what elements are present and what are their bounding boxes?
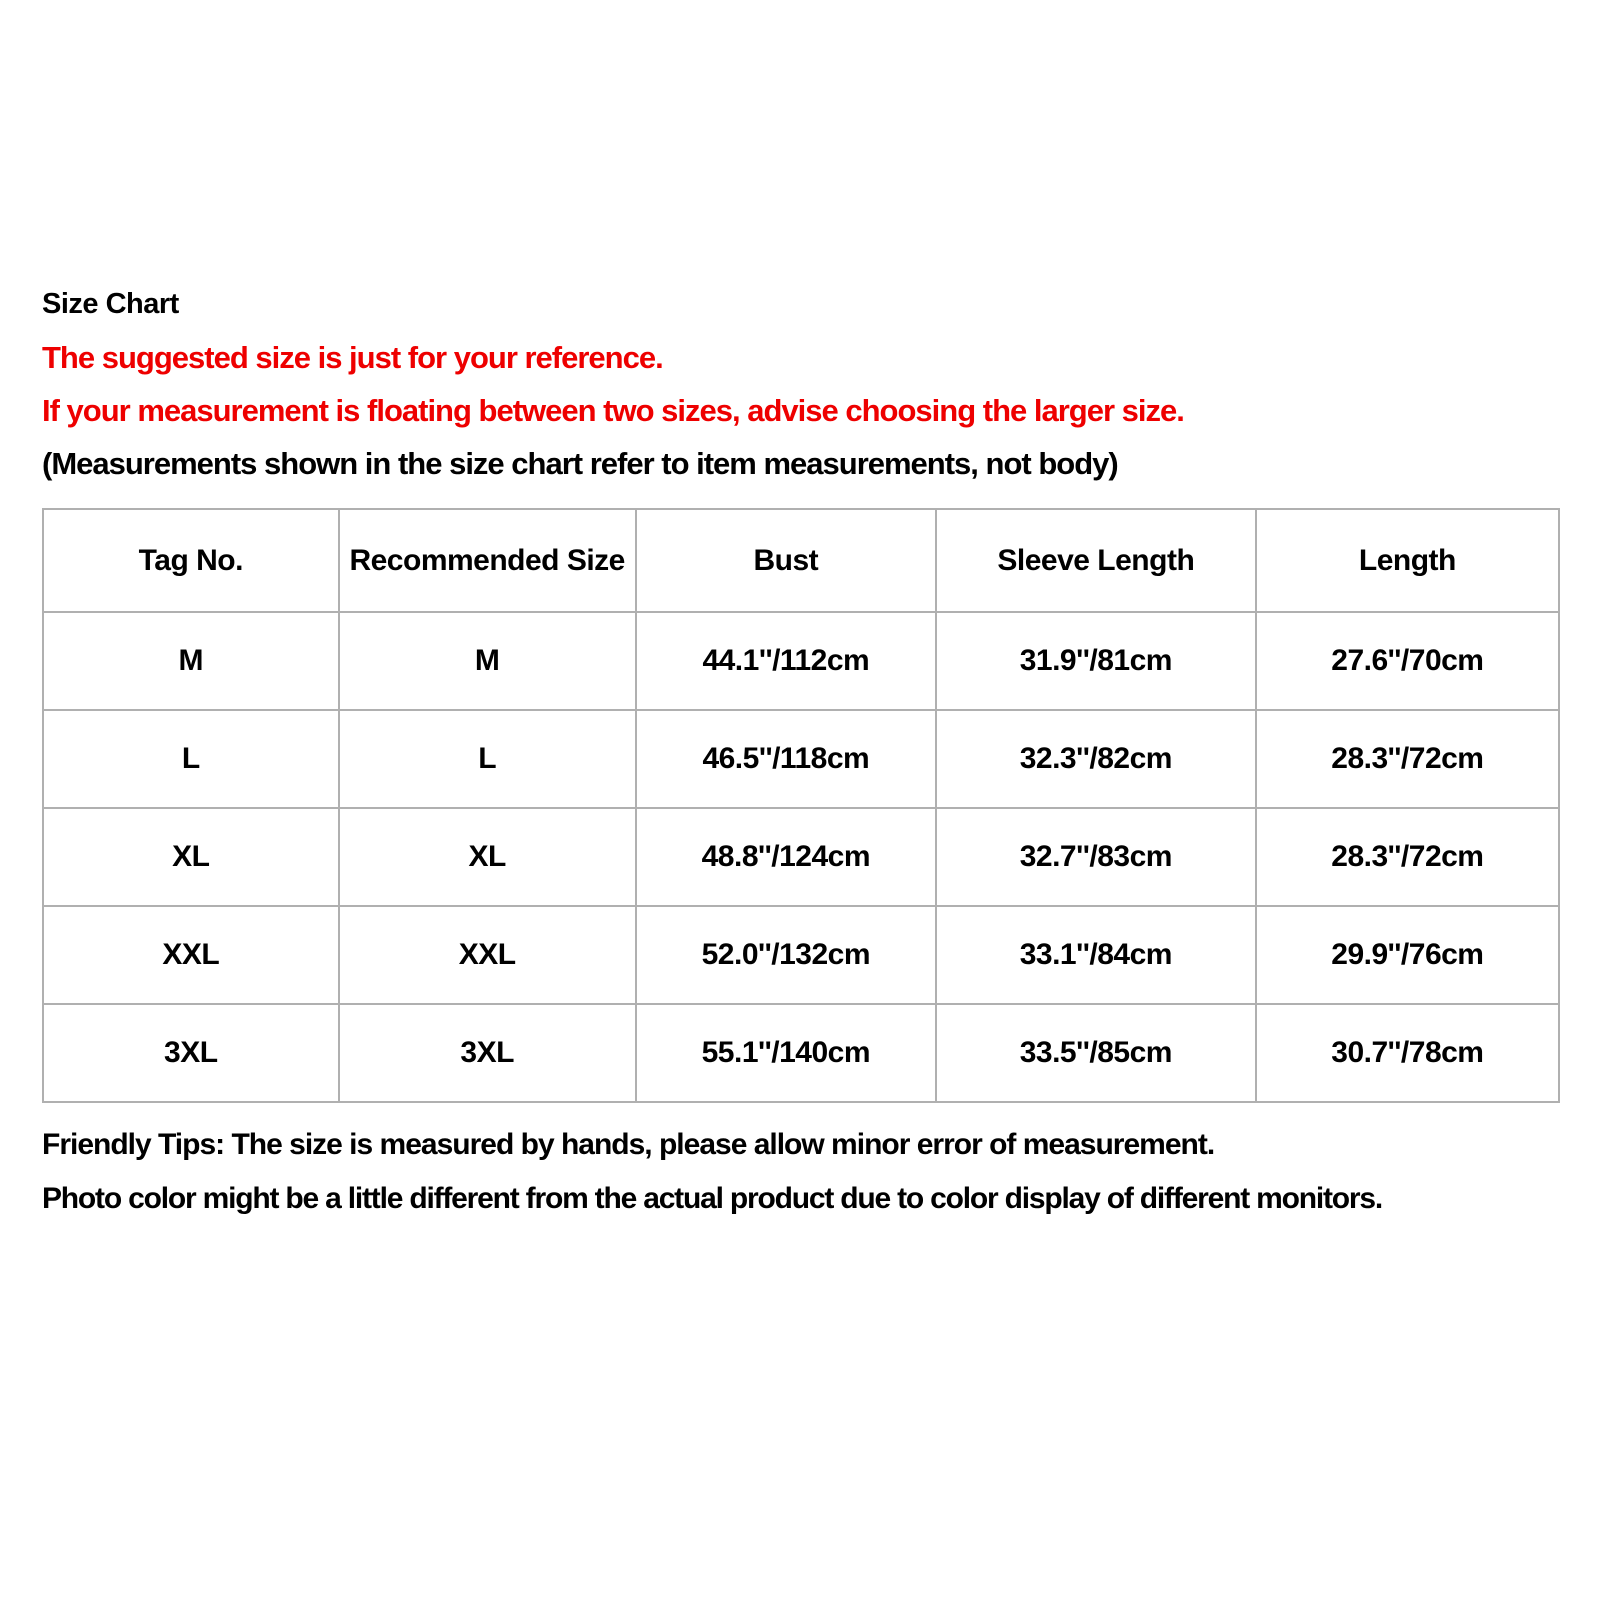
table-cell: 52.0''/132cm: [636, 906, 936, 1004]
table-cell: L: [43, 710, 339, 808]
friendly-tips-line: Friendly Tips: The size is measured by hands, please allow minor error of measurement.: [42, 1128, 1215, 1161]
table-cell: 28.3''/72cm: [1256, 710, 1559, 808]
table-cell: XL: [339, 808, 636, 906]
table-cell: 29.9''/76cm: [1256, 906, 1559, 1004]
table-cell: 28.3''/72cm: [1256, 808, 1559, 906]
warning-line-1: The suggested size is just for your reference.: [42, 340, 663, 375]
table-cell: 55.1''/140cm: [636, 1004, 936, 1102]
column-header-bust: Bust: [636, 509, 936, 612]
table-cell: XL: [43, 808, 339, 906]
table-cell: 27.6''/70cm: [1256, 612, 1559, 710]
table-cell: 32.7''/83cm: [936, 808, 1256, 906]
table-cell: 33.5''/85cm: [936, 1004, 1256, 1102]
table-header-row: [43, 509, 1559, 612]
table-row-xxl: [43, 906, 1559, 1004]
table-cell: 31.9''/81cm: [936, 612, 1256, 710]
table-cell: M: [339, 612, 636, 710]
table-cell: 48.8''/124cm: [636, 808, 936, 906]
table-cell: 32.3''/82cm: [936, 710, 1256, 808]
page-title: Size Chart: [42, 288, 179, 320]
table-cell: 33.1''/84cm: [936, 906, 1256, 1004]
table-cell: L: [339, 710, 636, 808]
column-header-recommended-size: Recommended Size: [339, 509, 636, 612]
table-cell: 44.1''/112cm: [636, 612, 936, 710]
table-row-m: [43, 612, 1559, 710]
table-cell: XXL: [339, 906, 636, 1004]
table-row-3xl: [43, 1004, 1559, 1102]
table-cell: 3XL: [43, 1004, 339, 1102]
table-row-l: [43, 710, 1559, 808]
column-header-tag-no: Tag No.: [43, 509, 339, 612]
warning-line-2: If your measurement is floating between two sizes, advise choosing the larger size.: [42, 393, 1184, 428]
table-cell: M: [43, 612, 339, 710]
table-cell: XXL: [43, 906, 339, 1004]
table-cell: 3XL: [339, 1004, 636, 1102]
table-row-xl: [43, 808, 1559, 906]
size-chart-table: [42, 508, 1560, 1103]
table-cell: 46.5''/118cm: [636, 710, 936, 808]
column-header-sleeve-length: Sleeve Length: [936, 509, 1256, 612]
photo-color-note-line: Photo color might be a little different from the actual product due to color display of different monitors.: [42, 1182, 1383, 1215]
column-header-length: Length: [1256, 509, 1559, 612]
measurement-note: (Measurements shown in the size chart refer to item measurements, not body): [42, 446, 1118, 481]
table-cell: 30.7''/78cm: [1256, 1004, 1559, 1102]
